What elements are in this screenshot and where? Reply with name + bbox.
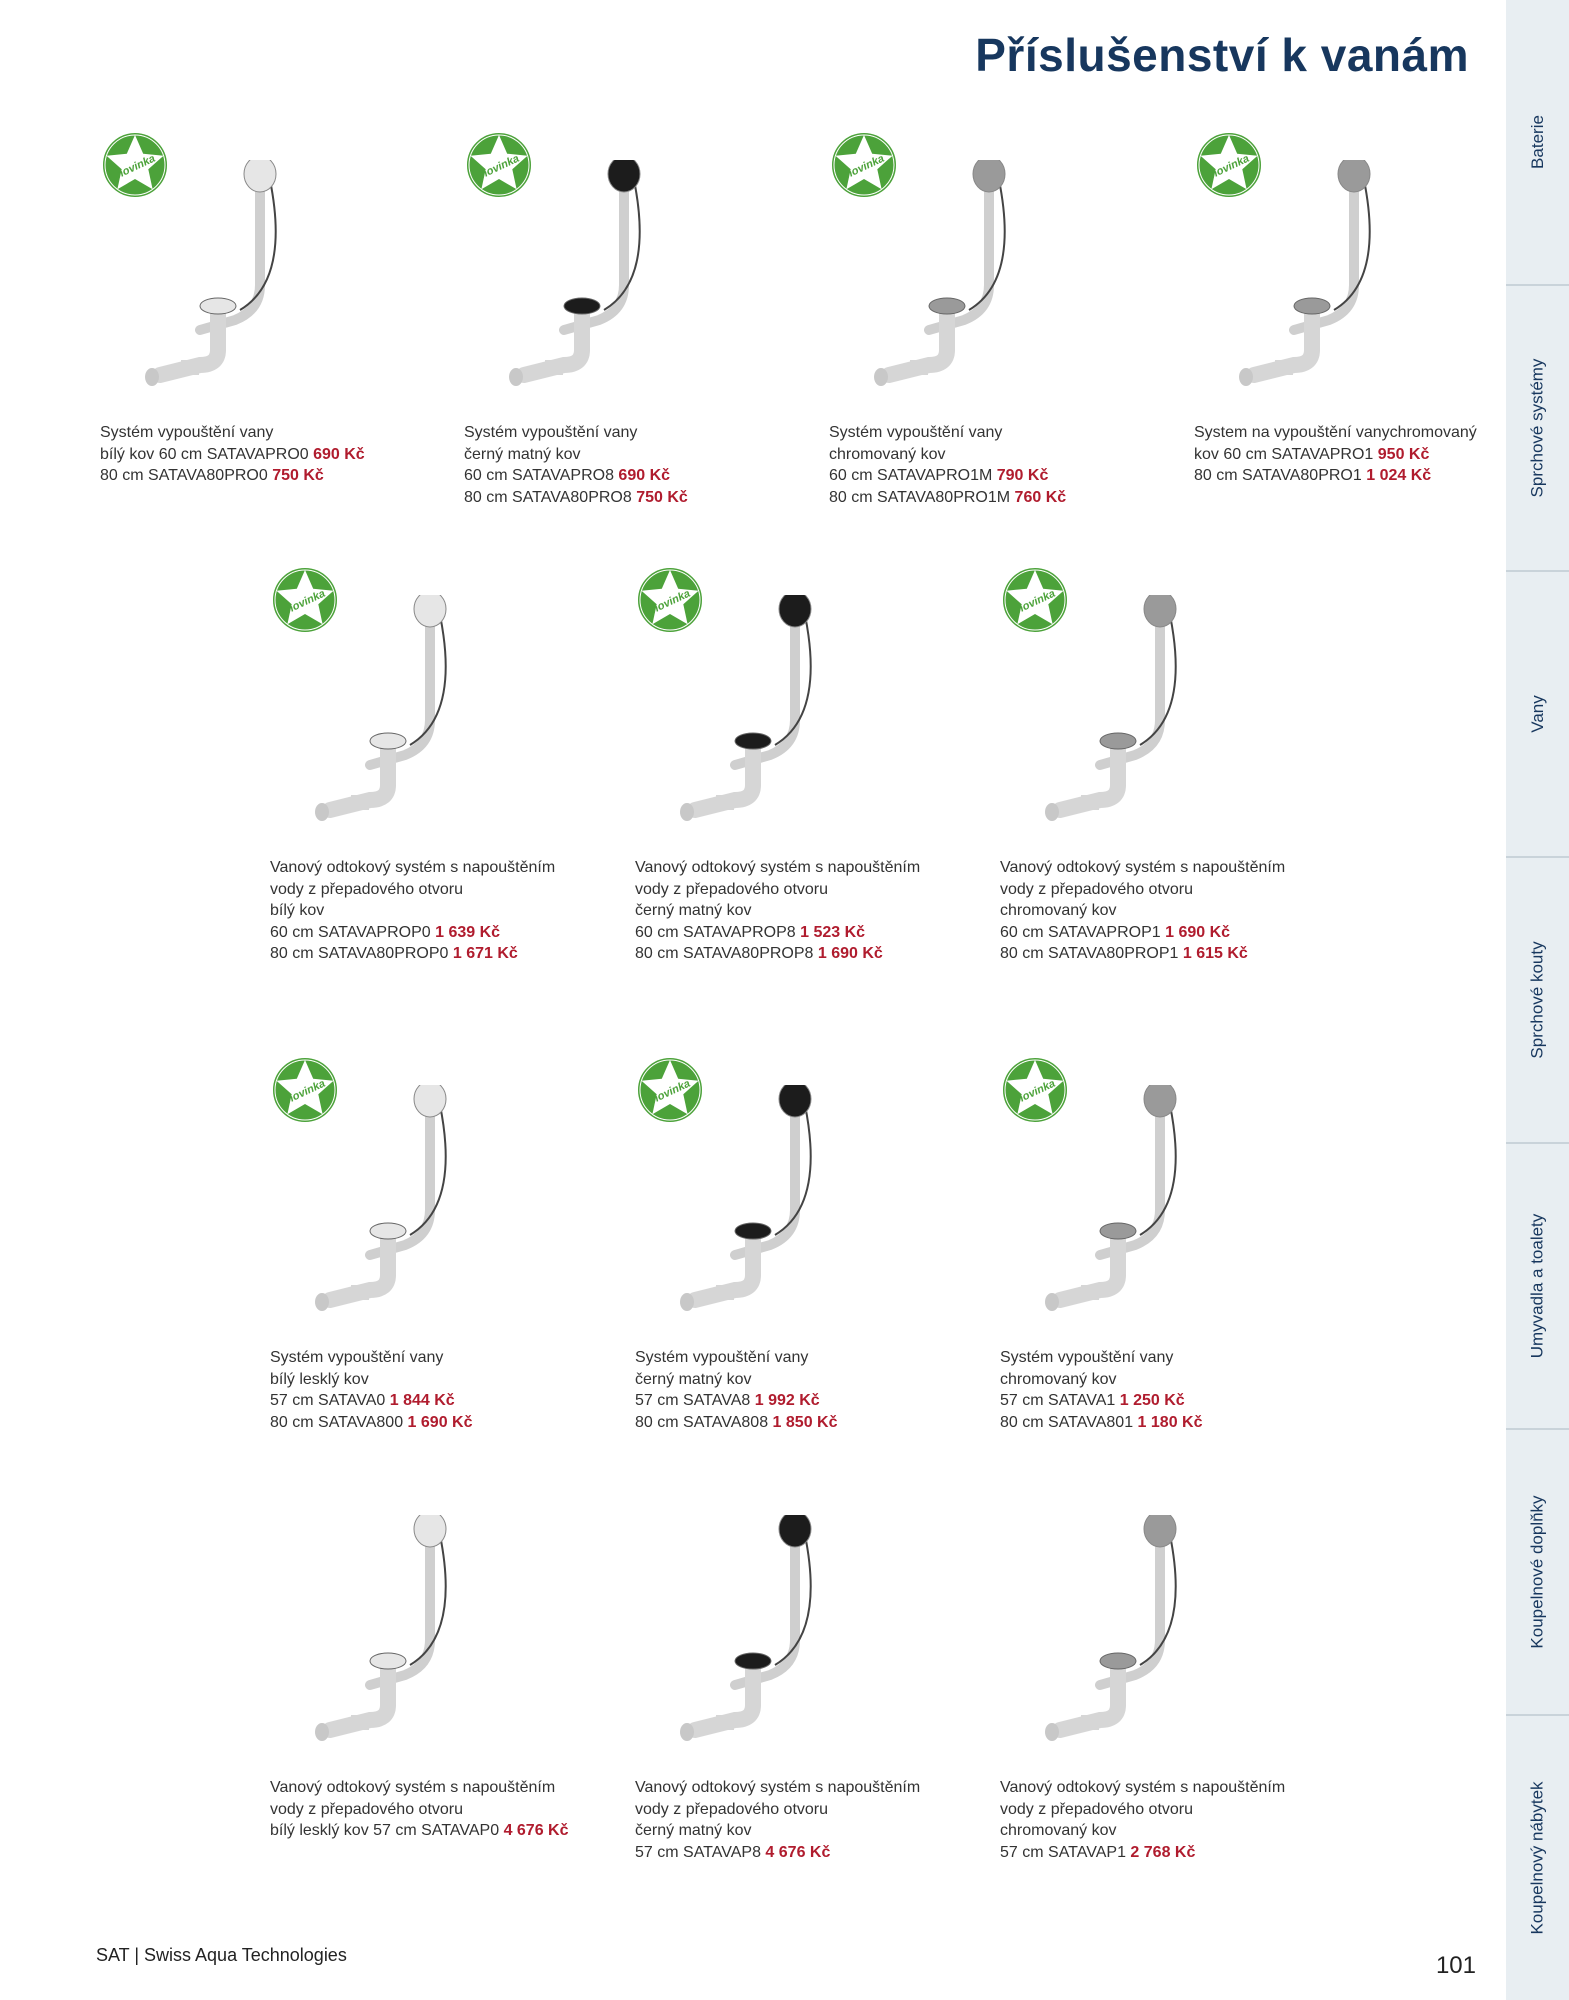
product-image (635, 1485, 895, 1775)
description-text: bílý lesklý kov 57 cm SATAVAP0 (270, 1822, 500, 1839)
description-text: kov 60 cm SATAVAPRO1 (1194, 445, 1374, 463)
product-description (635, 857, 975, 965)
price: 1 250 Kč (1119, 1392, 1185, 1409)
sidebar-item-vany[interactable] (1506, 572, 1569, 858)
description-line (829, 487, 1169, 509)
bath-drain-product-image (1224, 160, 1464, 420)
description-text: Vanový odtokový systém s napouštěním (1000, 859, 1286, 876)
description-line (270, 1369, 610, 1391)
description-text: System na vypouštění vanychromovaný (1194, 424, 1477, 441)
product-image (635, 565, 895, 855)
product-image (270, 565, 530, 855)
description-text: 80 cm SATAVA808 (635, 1413, 769, 1431)
description-text: 80 cm SATAVA801 (1000, 1413, 1134, 1431)
description-line (1000, 879, 1340, 901)
product-description (270, 1347, 610, 1433)
description-text: 57 cm SATAVAP8 (635, 1843, 761, 1861)
description-line (270, 943, 610, 965)
description-line (635, 1347, 975, 1369)
badge-label: novinka (284, 1077, 328, 1107)
description-text: chromovaný kov (829, 445, 946, 463)
description-line (270, 1799, 610, 1821)
product-description (1000, 857, 1340, 965)
price: 1 992 Kč (754, 1392, 820, 1409)
product-card (1194, 130, 1534, 487)
sidebar-item-label: Sprchové kouty (1527, 941, 1547, 1059)
sidebar-item-umyvadla-a-toalety[interactable] (1506, 1144, 1569, 1430)
description-text: 80 cm SATAVA80PRO0 (100, 467, 268, 484)
bath-drain-product-image (665, 595, 905, 855)
description-line (1000, 1777, 1340, 1799)
description-line (270, 1347, 610, 1369)
product-image (100, 130, 360, 420)
description-text: 60 cm SATAVAPROP1 (1000, 923, 1161, 941)
description-line (270, 1390, 610, 1412)
description-text: bílý lesklý kov (270, 1370, 369, 1388)
description-line (1194, 465, 1534, 487)
price: 1 024 Kč (1366, 467, 1432, 484)
description-text: Vanový odtokový systém s napouštěním (1000, 1779, 1286, 1796)
description-line (635, 1777, 975, 1799)
description-text: 60 cm SATAVAPROP0 (270, 923, 431, 941)
price: 690 Kč (313, 445, 365, 463)
description-line (1000, 857, 1340, 879)
description-text: 60 cm SATAVAPRO8 (464, 467, 614, 484)
badge-label: novinka (649, 587, 693, 617)
product-card (1000, 1055, 1340, 1433)
product-image (1000, 1485, 1260, 1775)
price: 1 615 Kč (1182, 945, 1248, 962)
description-text: vody z přepadového otvoru (1000, 1800, 1194, 1818)
description-line (635, 1799, 975, 1821)
description-text: vody z přepadového otvoru (270, 1800, 464, 1818)
page-title: Příslušenství k vanám (975, 29, 1469, 81)
description-line (635, 1369, 975, 1391)
description-line (1000, 922, 1340, 944)
sidebar-item-sprchove-kouty[interactable] (1506, 858, 1569, 1144)
description-text: chromovaný kov (1000, 1822, 1117, 1839)
description-line (270, 1820, 610, 1842)
description-text: Systém vypouštění vany (635, 1349, 809, 1366)
price: 4 676 Kč (503, 1822, 569, 1839)
price: 1 523 Kč (800, 923, 866, 941)
description-text: bílý kov (270, 902, 325, 919)
description-line (635, 900, 975, 922)
badge-label: novinka (284, 587, 328, 617)
sidebar-item-label: Umyvadla a toalety (1527, 1213, 1547, 1359)
description-line (829, 422, 1169, 444)
description-line (635, 1820, 975, 1842)
badge-label: novinka (649, 1077, 693, 1107)
description-line (270, 1777, 610, 1799)
product-card (635, 1055, 975, 1433)
description-text: chromovaný kov (1000, 902, 1117, 919)
description-text: 80 cm SATAVA80PROP1 (1000, 945, 1179, 962)
product-card (270, 1485, 610, 1842)
product-image (1000, 565, 1260, 855)
description-text: 80 cm SATAVA80PROP8 (635, 945, 814, 962)
page-number: 101 (1435, 1952, 1476, 1979)
bath-drain-product-image (665, 1515, 905, 1775)
description-line (270, 1412, 610, 1434)
description-line (1000, 1390, 1340, 1412)
product-image (464, 130, 724, 420)
description-line (1000, 1347, 1340, 1369)
description-line (635, 857, 975, 879)
product-card (270, 565, 610, 965)
sidebar-item-label: Koupelnové doplňky (1527, 1495, 1547, 1649)
sidebar-item-koupelnovy-nabytek[interactable] (1506, 1716, 1569, 2000)
bath-drain-product-image (859, 160, 1099, 420)
product-image (1194, 130, 1454, 420)
product-description (270, 1777, 610, 1842)
description-text: 80 cm SATAVA800 (270, 1413, 404, 1431)
sidebar-item-koupelnove-doplnky[interactable] (1506, 1430, 1569, 1716)
description-line (1000, 900, 1340, 922)
description-line (635, 879, 975, 901)
bath-drain-product-image (1030, 595, 1270, 855)
product-image (1000, 1055, 1260, 1345)
price: 760 Kč (1014, 488, 1067, 506)
description-text: černý matný kov (464, 445, 581, 463)
description-text: Vanový odtokový systém s napouštěním (270, 859, 556, 876)
description-line (100, 465, 440, 487)
description-text: černý matný kov (635, 1822, 752, 1839)
product-card (829, 130, 1169, 508)
description-text: bílý kov 60 cm SATAVAPRO0 (100, 445, 309, 463)
bath-drain-product-image (665, 1085, 905, 1345)
description-line (635, 922, 975, 944)
description-line (464, 465, 804, 487)
price: 1 671 Kč (452, 945, 518, 962)
description-line (1000, 1369, 1340, 1391)
price: 950 Kč (1377, 445, 1430, 463)
description-text: 80 cm SATAVA80PRO1M (829, 488, 1011, 506)
bath-drain-product-image (300, 1085, 540, 1345)
description-text: Systém vypouštění vany (829, 424, 1003, 441)
description-text: Systém vypouštění vany (1000, 1349, 1174, 1366)
description-text: 60 cm SATAVAPRO1M (829, 467, 993, 484)
product-image (635, 1055, 895, 1345)
description-line (464, 444, 804, 466)
description-line (829, 444, 1169, 466)
price: 790 Kč (996, 467, 1049, 484)
product-card (635, 1485, 975, 1863)
bath-drain-product-image (1030, 1515, 1270, 1775)
description-text: vody z přepadového otvoru (635, 1800, 829, 1818)
description-line (1194, 422, 1534, 444)
description-line (270, 857, 610, 879)
product-description (635, 1347, 975, 1433)
description-text: 57 cm SATAVA1 (1000, 1392, 1116, 1409)
product-card (1000, 565, 1340, 965)
product-description (464, 422, 804, 508)
price: 1 690 Kč (817, 945, 883, 962)
price: 1 690 Kč (1165, 923, 1231, 941)
product-card (635, 565, 975, 965)
description-text: černý matný kov (635, 1370, 752, 1388)
bath-drain-product-image (300, 1515, 540, 1775)
description-text: 80 cm SATAVA80PROP0 (270, 945, 449, 962)
description-line (464, 422, 804, 444)
description-line (270, 879, 610, 901)
product-description (270, 857, 610, 965)
description-text: vody z přepadového otvoru (270, 880, 464, 898)
description-line (829, 465, 1169, 487)
sidebar-item-label: Koupelnový nábytek (1527, 1781, 1547, 1935)
description-line (1000, 1799, 1340, 1821)
brand-footer: SAT | Swiss Aqua Technologies (96, 1945, 347, 1965)
sidebar-item-label: Sprchové systémy (1527, 358, 1547, 498)
description-line (1000, 1820, 1340, 1842)
sidebar-item-label: Baterie (1527, 115, 1547, 169)
price: 1 690 Kč (407, 1413, 473, 1431)
product-card (1000, 1485, 1340, 1863)
description-text: černý matný kov (635, 902, 752, 919)
product-card (464, 130, 804, 508)
product-description (635, 1777, 975, 1863)
badge-label: novinka (1014, 587, 1058, 617)
badge-label: novinka (478, 152, 522, 182)
price: 1 639 Kč (435, 923, 501, 941)
description-text: 57 cm SATAVA0 (270, 1392, 386, 1409)
description-line (1194, 444, 1534, 466)
description-line (635, 943, 975, 965)
description-text: 57 cm SATAVAP1 (1000, 1843, 1126, 1861)
product-description (1194, 422, 1534, 487)
description-line (100, 422, 440, 444)
description-line (635, 1412, 975, 1434)
product-description (1000, 1347, 1340, 1433)
product-image (829, 130, 1089, 420)
description-line (464, 487, 804, 509)
description-text: vody z přepadového otvoru (1000, 880, 1194, 898)
product-description (1000, 1777, 1340, 1863)
product-image (270, 1055, 530, 1345)
description-text: Systém vypouštění vany (270, 1349, 444, 1366)
product-image (270, 1485, 530, 1775)
description-text: 80 cm SATAVA80PRO1 (1194, 467, 1362, 484)
bath-drain-product-image (494, 160, 734, 420)
bath-drain-product-image (300, 595, 540, 855)
price: 1 180 Kč (1137, 1413, 1203, 1431)
description-text: Systém vypouštění vany (100, 424, 274, 441)
bath-drain-product-image (130, 160, 370, 420)
description-line (270, 900, 610, 922)
badge-label: novinka (114, 152, 158, 182)
badge-label: novinka (1014, 1077, 1058, 1107)
price: 1 844 Kč (389, 1392, 455, 1409)
product-description (829, 422, 1169, 508)
description-text: Vanový odtokový systém s napouštěním (635, 859, 921, 876)
product-card (270, 1055, 610, 1433)
sidebar-item-label: Vany (1527, 695, 1547, 733)
description-line (635, 1390, 975, 1412)
price: 2 768 Kč (1130, 1843, 1196, 1861)
description-text: 80 cm SATAVA80PRO8 (464, 488, 632, 506)
description-text: vody z přepadového otvoru (635, 880, 829, 898)
description-text: Systém vypouštění vany (464, 424, 638, 441)
badge-label: novinka (843, 152, 887, 182)
price: 690 Kč (618, 467, 671, 484)
product-card (100, 130, 440, 487)
description-text: chromovaný kov (1000, 1370, 1117, 1388)
description-line (100, 444, 440, 466)
description-line (635, 1842, 975, 1864)
description-text: 60 cm SATAVAPROP8 (635, 923, 796, 941)
description-line (1000, 1842, 1340, 1864)
price: 1 850 Kč (772, 1413, 838, 1431)
description-text: 57 cm SATAVA8 (635, 1392, 751, 1409)
description-line (1000, 943, 1340, 965)
badge-label: novinka (1208, 152, 1252, 182)
product-description (100, 422, 440, 487)
description-line (270, 922, 610, 944)
description-text: Vanový odtokový systém s napouštěním (270, 1779, 556, 1796)
price: 750 Kč (636, 488, 688, 506)
description-line (1000, 1412, 1340, 1434)
price: 750 Kč (272, 467, 324, 484)
bath-drain-product-image (1030, 1085, 1270, 1345)
price: 4 676 Kč (765, 1843, 831, 1861)
description-text: Vanový odtokový systém s napouštěním (635, 1779, 921, 1796)
